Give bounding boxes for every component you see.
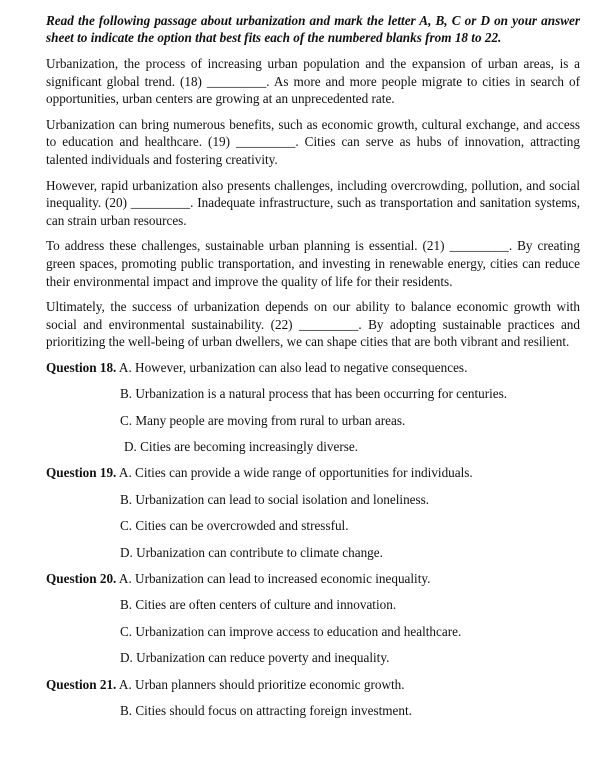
passage-paragraph-5: Ultimately, the success of urbanization depends on our ability to balance economic growth with social and environmental sustainability. (22) _________. By adopting sustainable practices and prioritizing the well-being of urban dwellers, we can shape cities that are both vibrant and resilient.	[46, 299, 580, 350]
option-text: A. Urban planners should prioritize economic growth.	[118, 676, 405, 692]
instruction-text: Read the following passage about urbanization and mark the letter A, B, C or D on your answer sheet to indicate the option that best fits each of the numbered blanks from 18 to 22.	[46, 13, 580, 45]
question-18-label: Question 18.	[46, 359, 117, 375]
option-text: A. However, urbanization can also lead to negative consequences.	[118, 359, 468, 375]
question-20-option-c	[46, 623, 580, 649]
question-20-label: Question 20.	[46, 571, 117, 587]
option-text: B. Cities are often centers of culture and innovation.	[120, 597, 397, 613]
option-text: B. Urbanization can lead to social isolation and loneliness.	[120, 491, 430, 507]
question-list	[46, 359, 580, 728]
question-18-option-a	[46, 359, 580, 385]
question-19-label: Question 19.	[46, 465, 117, 481]
question-20-option-b	[46, 596, 580, 622]
option-text: B. Urbanization is a natural process that has been occurring for centuries.	[120, 386, 508, 402]
question-18-option-c	[46, 412, 580, 438]
option-text: C. Cities can be overcrowded and stressful.	[120, 518, 349, 534]
passage-paragraph-1: Urbanization, the process of increasing urban population and the expansion of urban areas, is a significant global trend. (18) _________. As more and more people migrate to cities in search of opportunities, urban centers are growing at an unprecedented rate.	[46, 56, 580, 107]
question-19-option-c	[46, 517, 580, 543]
question-19-option-b	[46, 491, 580, 517]
question-19-option-d	[46, 544, 580, 570]
option-text: B. Cities should focus on attracting foreign investment.	[120, 702, 412, 718]
question-19-option-a	[46, 464, 580, 490]
option-text: D. Cities are becoming increasingly diverse.	[124, 439, 359, 455]
passage-paragraph-3: However, rapid urbanization also presents challenges, including overcrowding, pollution, and social inequality. (20) _________. Inadequate infrastructure, such as transportation and sanitation systems, can strain urban resources.	[46, 177, 580, 228]
question-20-option-a	[46, 570, 580, 596]
question-20-option-d	[46, 649, 580, 675]
option-text: D. Urbanization can reduce poverty and inequality.	[120, 650, 390, 666]
question-21-option-a	[46, 676, 580, 702]
option-text: A. Urbanization can lead to increased economic inequality.	[118, 571, 431, 587]
question-18-option-d	[46, 438, 580, 464]
option-text: D. Urbanization can contribute to climate change.	[120, 544, 383, 560]
question-18-option-b	[46, 385, 580, 411]
question-21-option-b	[46, 702, 580, 728]
option-text: C. Urbanization can improve access to education and healthcare.	[120, 623, 462, 639]
question-21-label: Question 21.	[46, 676, 117, 692]
option-text: A. Cities can provide a wide range of opportunities for individuals.	[118, 465, 473, 481]
option-text: C. Many people are moving from rural to urban areas.	[120, 412, 406, 428]
passage-paragraph-2: Urbanization can bring numerous benefits, such as economic growth, cultural exchange, and access to education and healthcare. (19) _________. Cities can serve as hubs of innovation, attracting talented individuals and fostering creativity.	[46, 116, 580, 167]
passage-paragraph-4: To address these challenges, sustainable urban planning is essential. (21) _________. By creating green spaces, promoting public transportation, and investing in renewable energy, cities can reduce their environmental impact and improve the quality of life for their residents.	[46, 238, 580, 289]
